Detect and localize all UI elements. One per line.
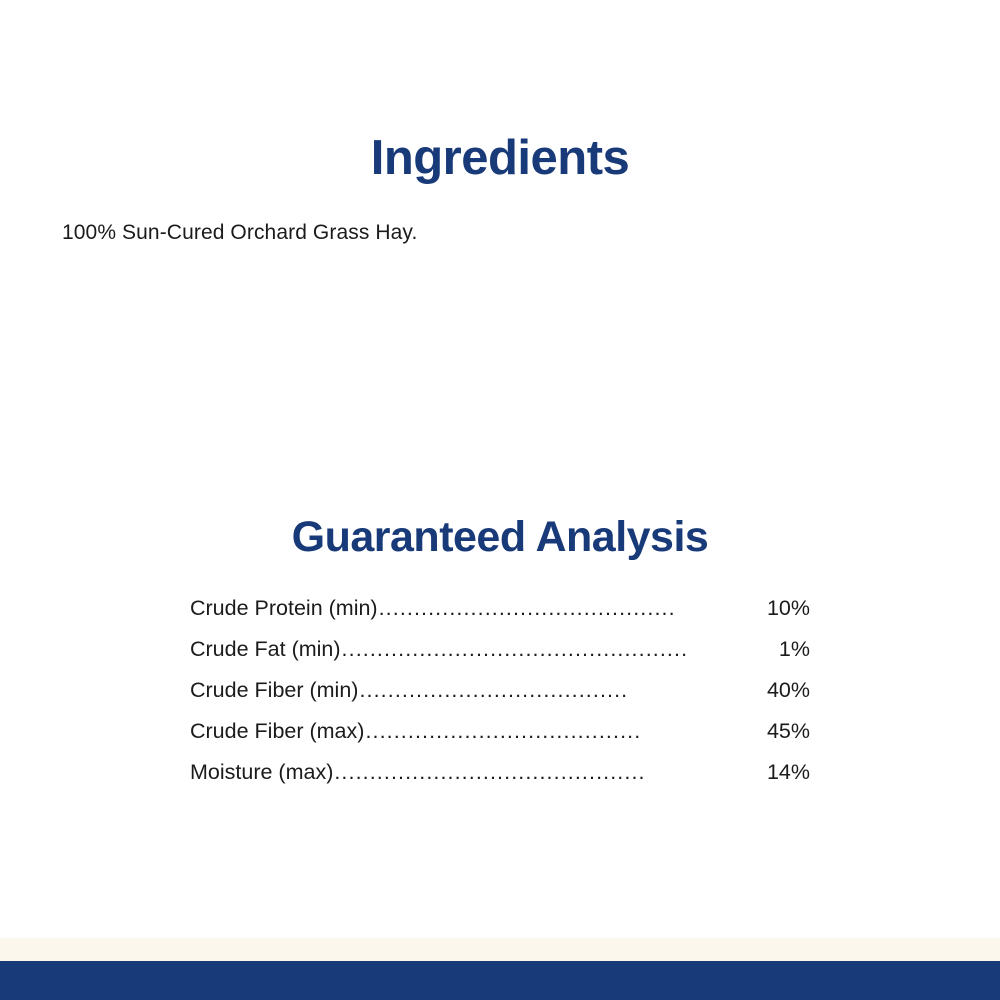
list-item	[190, 760, 810, 801]
nutrient-label: Crude Fat (min)	[190, 637, 341, 661]
nutrient-value: 40%	[766, 678, 810, 702]
leader-dots: ......................................	[359, 678, 629, 702]
cream-divider-band	[0, 938, 1000, 961]
nutrient-value: 45%	[766, 719, 810, 743]
list-item	[190, 596, 810, 637]
ingredients-text: 100% Sun-Cured Orchard Grass Hay.	[62, 221, 418, 244]
leader-dots: .................................................	[341, 637, 689, 661]
leader-dots: ............................................	[334, 760, 646, 784]
guaranteed-analysis-section	[0, 513, 1000, 784]
list-item	[190, 678, 810, 719]
nutrient-value: 10%	[766, 596, 810, 620]
leader-dots: ..........................................	[378, 596, 676, 620]
nutrient-label: Moisture (max)	[190, 760, 334, 784]
brand-footer-band	[0, 961, 1000, 1000]
nutrient-label: Crude Fiber (min)	[190, 678, 359, 702]
leader-dots: .......................................	[365, 719, 642, 743]
ingredients-section	[0, 131, 1000, 244]
guaranteed-analysis-heading: Guaranteed Analysis	[291, 513, 709, 561]
nutrient-label: Crude Protein (min)	[190, 596, 378, 620]
nutrient-value: 14%	[766, 760, 810, 784]
guaranteed-analysis-list	[190, 596, 810, 801]
list-item	[190, 719, 810, 760]
list-item	[190, 637, 810, 678]
ingredients-heading: Ingredients	[370, 131, 630, 185]
nutrient-label: Crude Fiber (max)	[190, 719, 365, 743]
nutrient-value: 1%	[778, 637, 810, 661]
